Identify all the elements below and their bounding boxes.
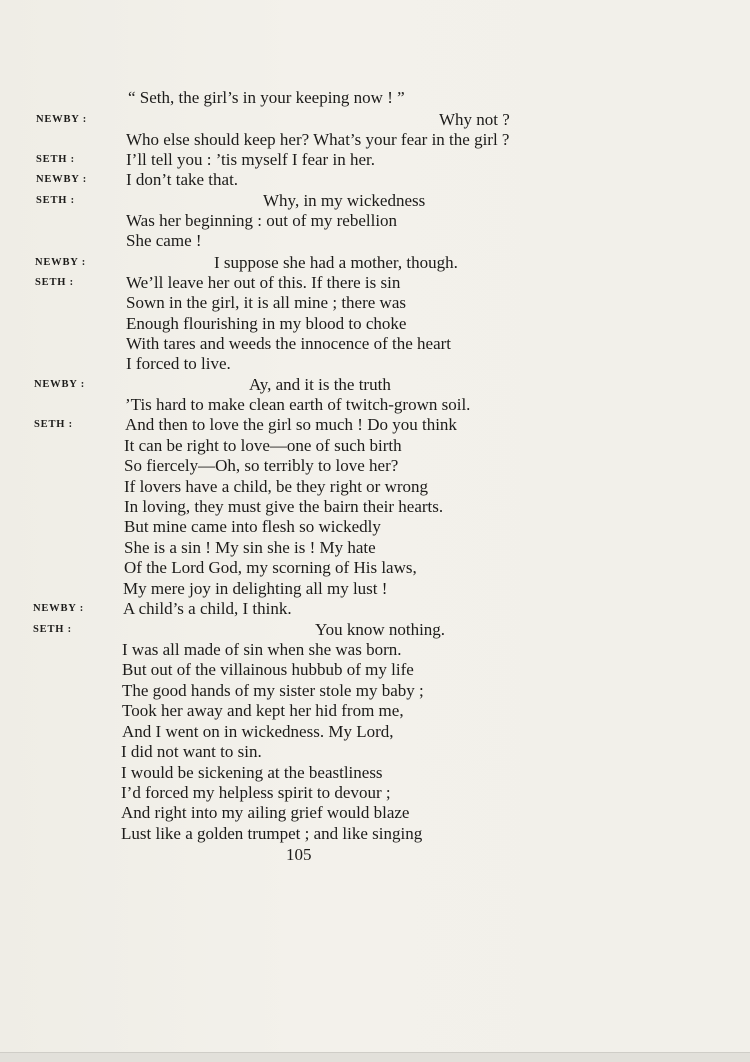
- verse-line: Of the Lord God, my scorning of His laws,: [124, 558, 417, 577]
- speaker-label: NEWBY :: [36, 114, 88, 125]
- verse-line: The good hands of my sister stole my baby ;: [122, 681, 424, 700]
- speaker-label: SETH :: [33, 624, 72, 635]
- verse-line: So fiercely—Oh, so terribly to love her?: [124, 456, 399, 475]
- page-number: 105: [286, 845, 312, 864]
- speaker-label: SETH :: [36, 154, 75, 165]
- verse-line: Ay, and it is the truth: [249, 375, 391, 394]
- verse-line: Why not ?: [439, 110, 510, 129]
- verse-line: If lovers have a child, be they right or wrong: [124, 477, 429, 496]
- speaker-label: SETH :: [35, 277, 74, 288]
- verse-line: We’ll leave her out of this. If there is sin: [126, 273, 401, 292]
- verse-line: In loving, they must give the bairn their hearts.: [124, 497, 444, 516]
- verse-line: And right into my ailing grief would blaze: [121, 803, 410, 822]
- verse-line: Why, in my wickedness: [263, 191, 426, 210]
- verse-line: ’Tis hard to make clean earth of twitch-grown soil.: [125, 395, 471, 414]
- speaker-label: SETH :: [36, 195, 75, 206]
- speaker-label: NEWBY :: [33, 603, 85, 614]
- verse-line: You know nothing.: [315, 620, 446, 639]
- verse-line: Sown in the girl, it is all mine ; there was: [126, 293, 406, 312]
- verse-line: I’d forced my helpless spirit to devour ;: [121, 783, 391, 802]
- speaker-label: NEWBY :: [36, 174, 88, 185]
- verse-line: I would be sickening at the beastliness: [121, 763, 383, 782]
- verse-line: And I went on in wickedness. My Lord,: [122, 722, 394, 741]
- verse-line: I suppose she had a mother, though.: [214, 253, 458, 272]
- speaker-label: NEWBY :: [34, 379, 86, 390]
- verse-line: I’ll tell you : ’tis myself I fear in her.: [126, 150, 375, 169]
- verse-line: My mere joy in delighting all my lust !: [123, 579, 388, 598]
- verse-line: I don’t take that.: [126, 170, 239, 189]
- verse-line: Enough flourishing in my blood to choke: [126, 314, 407, 333]
- verse-line: But mine came into flesh so wickedly: [124, 517, 381, 536]
- verse-line: And then to love the girl so much ! Do you think: [125, 415, 457, 434]
- verse-line: “ Seth, the girl’s in your keeping now ! ”: [128, 88, 405, 107]
- speaker-label: SETH :: [34, 419, 73, 430]
- verse-line: She is a sin ! My sin she is ! My hate: [124, 538, 376, 557]
- verse-line: It can be right to love—one of such birth: [124, 436, 402, 455]
- verse-line: Was her beginning : out of my rebellion: [126, 211, 398, 230]
- verse-line: I forced to live.: [126, 354, 231, 373]
- verse-line: A child’s a child, I think.: [123, 599, 292, 618]
- verse-line: She came !: [126, 231, 202, 250]
- verse-line: Who else should keep her? What’s your fear in the girl ?: [126, 130, 510, 149]
- verse-line: I was all made of sin when she was born.: [122, 640, 402, 659]
- speaker-label: NEWBY :: [35, 257, 87, 268]
- verse-line: I did not want to sin.: [121, 742, 262, 761]
- verse-line: Took her away and kept her hid from me,: [122, 701, 404, 720]
- verse-line: But out of the villainous hubbub of my life: [122, 660, 414, 679]
- verse-line: Lust like a golden trumpet ; and like singing: [121, 824, 423, 843]
- verse-line: With tares and weeds the innocence of the heart: [126, 334, 452, 353]
